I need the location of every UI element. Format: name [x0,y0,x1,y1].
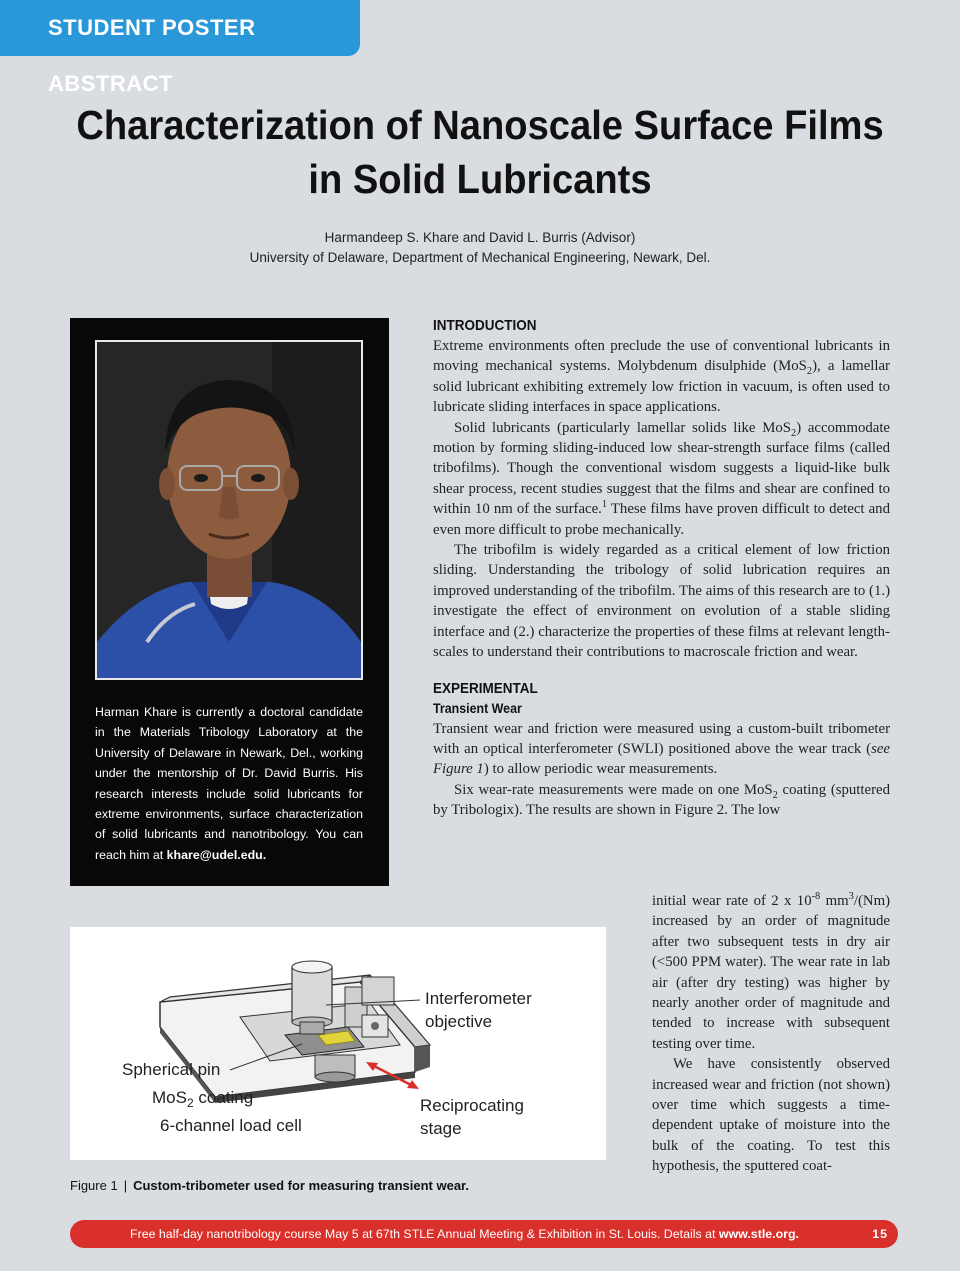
figure-caption [70,1178,630,1193]
figure-1 [70,927,606,1160]
author-affiliation: University of Delaware, Department of Mechanical Engineering, Newark, Del. [249,250,711,265]
author-block [80,228,880,268]
label-spherical-pin: Spherical pin [122,1060,221,1079]
transient-wear-subheading: Transient Wear [433,700,522,716]
intro-paragraph-1: Extreme environments often preclude the use of conventional lubricants in moving mechanical systems. Molybdenum disulphide (MoS$_2$), a lamellar solid lubricant exhibiting extremely low friction in vacuum, is often used to lubricate sliding interfaces in space applications. [433,338,890,416]
label-stage: stage [420,1119,462,1138]
bio-text: Harman Khare is currently a doctoral candidate in the Materials Tribology Laboratory at the University of Delaware in Newark, Del., working under the mentorship of Dr. David Burris. His research interests include solid lubricants for extreme environments, surface characterization of solid lubricants and nanotribology. You can reach him at [95,705,363,862]
caption-separator: | [123,1178,128,1193]
label-mos2-coating: MoS$_2$ coating [152,1088,254,1110]
intro-paragraph-3: The tribofilm is widely regarded as a critical element of low friction sliding. Understanding the tribology of solid lubrication requires an improved understanding of the tribofilm. The aims of this research are to (1.) investigate the effect of environment on evolution of a stable sliding interface and (2.) characterize the properties of these films at relevant length-scales to understand their contributions to macroscale friction and wear. [433,542,890,661]
exp-paragraph-1: Transient wear and friction were measured using a custom-built tribometer with an optical interferometer (SWLI) positioned above the wear track (see Figure 1) to allow periodic wear measurements. [433,720,890,778]
author-photo [95,340,363,680]
narrow-column [652,891,890,1177]
intro-paragraph-2: Solid lubricants (particularly lamellar solids like MoS$_2$) accommodate motion by forming sliding-induced low shear-strength surface films (called tribofilms). Though the conventional wisdom suggests a liquid-like bulk shear process, recent studies suggest that the films and shear are confined to within 10 nm of the surface.$^1$ These films have proven difficult to detect and even more difficult to probe mechanically. [433,419,890,538]
author-sidebar [70,318,389,886]
figure-caption-text: Custom-tribometer used for measuring transient wear. [133,1178,469,1193]
footer-banner [70,1220,898,1248]
article-title [71,98,889,206]
page-number: 15 [872,1227,888,1241]
experimental-heading: EXPERIMENTAL [433,679,538,697]
section-tag: STUDENT POSTER ABSTRACT [0,0,360,56]
footer-note: Free half-day nanotribology course May 5 at 67th STLE Annual Meeting & Exhibition in St. Louis. Details at www.stle.org. [130,1227,799,1241]
author-bio [95,702,363,865]
exp-paragraph-3: We have consistently observed increased wear and friction (not shown) over time which suggests a time-dependent uptake of moisture into the bulk of the coating. To test this hypothesis, the sputtered coat- [652,1056,890,1175]
figure-number: Figure 1 [70,1178,118,1193]
exp-paragraph-2-cont: initial wear rate of 2 x $10^{-8}$ $mm^3/(Nm)$ increased by an order of magnitude after two subsequent tests in dry air (<500 PPM water). The wear rate in lab air (after dry testing) was higher by nearly another order of magnitude and tended to increase with subsequent testing over time. [652,891,891,1052]
exp-paragraph-2: Six wear-rate measurements were made on one MoS$_2$ coating (sputtered by Tribologix). The results are shown in Figure 2. The low [433,781,890,819]
tribometer-diagram [70,927,606,1160]
title-line-1: Characterization of Nanoscale Surface Films [76,102,884,148]
footer-link[interactable]: www.stle.org. [718,1227,799,1241]
main-column [433,316,890,821]
title-line-2: in Solid Lubricants [308,156,652,202]
label-load-cell: 6-channel load cell [160,1116,302,1135]
portrait-illustration [97,342,361,678]
label-objective: objective [425,1012,493,1031]
author-names: Harmandeep S. Khare and David L. Burris (Advisor) [324,230,636,245]
bio-email[interactable]: khare@udel.edu. [166,847,267,862]
introduction-heading: INTRODUCTION [433,317,537,334]
label-interferometer: Interferometer [425,989,532,1008]
label-reciprocating: Reciprocating [420,1096,524,1115]
